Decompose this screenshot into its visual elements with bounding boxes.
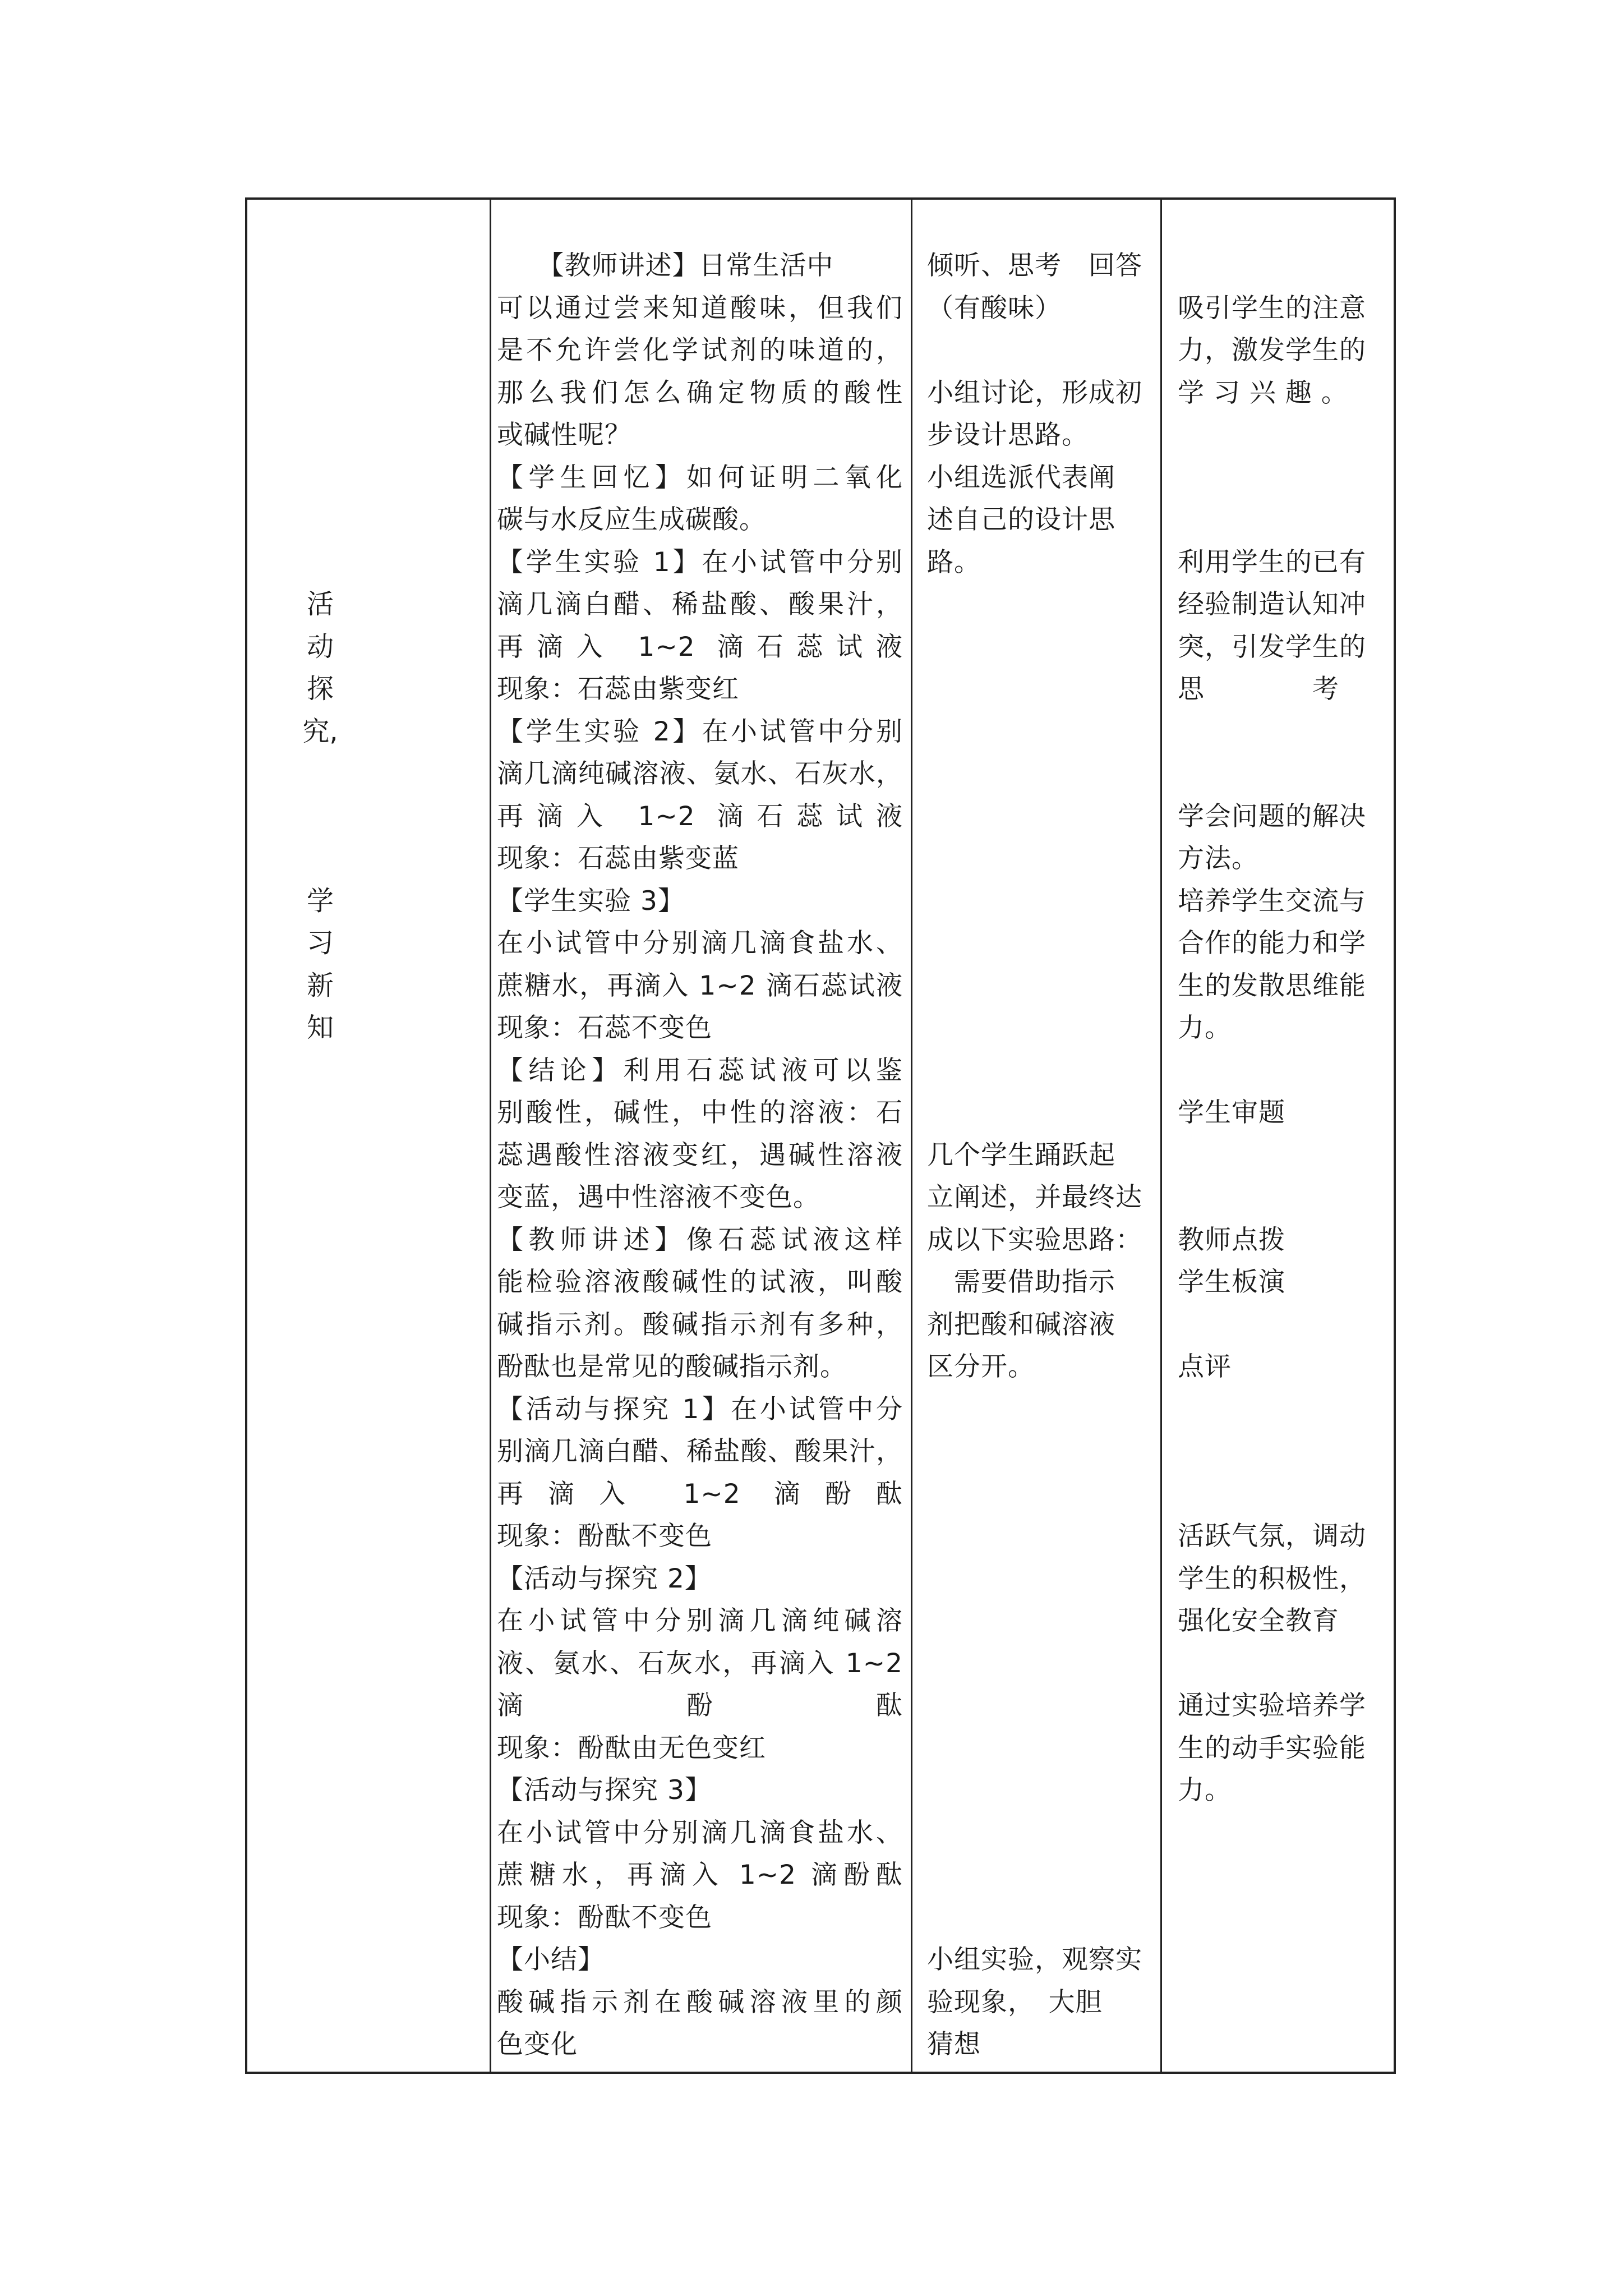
student-response-line: 路。 xyxy=(927,546,981,578)
student-response-line: 倾听、思考 回答 xyxy=(927,250,1142,281)
design-intent-line: 生的动手实验能 xyxy=(1178,1732,1366,1764)
design-intent-line: 教师点拨 xyxy=(1178,1224,1285,1255)
student-response-line: 述自己的设计思 xyxy=(927,504,1115,535)
activity-line: 现象：石蕊由紫变红 xyxy=(497,674,739,705)
activity-line: 【活动与探究 3】 xyxy=(497,1775,712,1806)
design-intent-line: 合作的能力和学 xyxy=(1178,928,1366,959)
student-response-line: 猜想 xyxy=(927,2029,981,2060)
student-response-cell xyxy=(912,200,1160,2072)
activity-line: 在小试管中分别滴几滴纯碱溶 xyxy=(497,1605,903,1636)
design-intent-line: 力。 xyxy=(1178,1013,1232,1043)
activity-line: 能检验溶液酸碱性的试液，叫酸 xyxy=(497,1267,903,1297)
design-intent-line: 经验制造认知冲 xyxy=(1178,589,1366,620)
activity-line: 碳与水反应生成碳酸。 xyxy=(497,504,766,535)
student-response-line: 剂把酸和碱溶液 xyxy=(927,1309,1115,1340)
design-intent-line: 学生板演 xyxy=(1178,1267,1285,1297)
design-intent-line: 方法。 xyxy=(1178,843,1258,874)
activity-line: 蕊遇酸性溶液变红，遇碱性溶液 xyxy=(497,1139,903,1171)
design-intent-line: 学会问题的解决 xyxy=(1178,800,1366,832)
student-response-line: 成以下实验思路： xyxy=(927,1224,1142,1255)
design-intent-line: 吸引学生的注意 xyxy=(1178,292,1366,324)
activity-line: 【结论】利用石蕊试液可以鉴 xyxy=(497,1055,903,1086)
activity-line: 在小试管中分别滴几滴食盐水、 xyxy=(497,1817,903,1848)
student-response-line: 步设计思路。 xyxy=(927,420,1089,450)
activity-line: 【学生实验 3】 xyxy=(497,885,685,917)
stage-label-char: 新 xyxy=(306,969,334,1001)
activity-line: 再滴入 1~2 滴石蕊试液 xyxy=(497,800,903,832)
design-intent-line: 学 习 兴 趣 。 xyxy=(1178,377,1348,408)
activity-line: 现象：酚酞由无色变红 xyxy=(497,1732,766,1764)
student-response-line: 需要借助指示 xyxy=(927,1267,1115,1297)
activity-line: 那么我们怎么确定物质的酸性 xyxy=(497,377,903,408)
activity-line: 滴酚酞 xyxy=(497,1690,903,1721)
design-intent-line: 通过实验培养学 xyxy=(1178,1690,1366,1721)
activity-line: 蔗糖水，再滴入 1~2 滴石蕊试液 xyxy=(497,970,903,1001)
activity-line: 可以通过尝来知道酸味，但我们 xyxy=(497,292,903,324)
design-intent-line: 思 考 xyxy=(1178,674,1339,705)
activity-line: 别酸性，碱性，中性的溶液：石 xyxy=(497,1097,903,1128)
student-response-line: 几个学生踊跃起 xyxy=(927,1139,1115,1171)
activity-line: 滴几滴纯碱溶液、氨水、石灰水， xyxy=(497,758,903,789)
student-response-line: （有酸味） xyxy=(927,292,1062,324)
activity-line: 【学生实验 1】在小试管中分别 xyxy=(497,546,903,578)
activity-line: 现象：石蕊不变色 xyxy=(497,1013,712,1043)
design-intent-line: 利用学生的已有 xyxy=(1178,546,1366,578)
stage-label-char: 究, xyxy=(302,715,338,747)
activity-line: 【学生实验 2】在小试管中分别 xyxy=(497,716,903,747)
design-intent-line: 力。 xyxy=(1178,1775,1232,1806)
activity-line: 碱指示剂。酸碱指示剂有多种， xyxy=(497,1309,903,1340)
stage-label-char: 学 xyxy=(306,885,334,917)
design-intent-line: 力，激发学生的 xyxy=(1178,335,1366,366)
activity-line: 滴几滴白醋、稀盐酸、酸果汁， xyxy=(497,589,903,620)
activity-line: 液、氨水、石灰水，再滴入 1~2 xyxy=(497,1648,903,1679)
activity-line: 是不允许尝化学试剂的味道的， xyxy=(497,335,903,366)
student-response-line: 区分开。 xyxy=(927,1351,1035,1382)
lesson-plan-table xyxy=(245,197,1396,2074)
activity-line: 【活动与探究 1】在小试管中分 xyxy=(497,1393,903,1425)
design-intent-line: 生的发散思维能 xyxy=(1178,970,1366,1001)
activity-line: 现象：酚酞不变色 xyxy=(497,1902,712,1933)
design-intent-cell xyxy=(1162,200,1396,2072)
activity-line: 变蓝，遇中性溶液不变色。 xyxy=(497,1182,820,1213)
design-intent-line: 点评 xyxy=(1178,1351,1232,1382)
activity-line: 或碱性呢？ xyxy=(497,420,631,450)
activity-line: 【小结】 xyxy=(497,1944,605,1975)
student-response-line: 小组讨论，形成初 xyxy=(927,377,1142,408)
design-intent-line: 活跃气氛，调动 xyxy=(1178,1521,1366,1552)
stage-label-char: 动 xyxy=(306,631,334,662)
design-intent-line: 学生的积极性， xyxy=(1178,1563,1366,1594)
activity-line: 【教师讲述】日常生活中 xyxy=(497,250,834,281)
activities-cell xyxy=(491,200,911,2072)
stage-label-char: 知 xyxy=(306,1012,334,1043)
activity-line: 在小试管中分别滴几滴食盐水、 xyxy=(497,928,903,959)
activity-line: 【活动与探究 2】 xyxy=(497,1563,712,1594)
activity-line: 别滴几滴白醋、稀盐酸、酸果汁， xyxy=(497,1436,903,1467)
activity-line: 蔗糖水，再滴入 1~2 滴酚酞 xyxy=(497,1860,903,1890)
design-intent-line: 强化安全教育 xyxy=(1178,1605,1339,1636)
student-response-line: 验现象， 大胆 xyxy=(927,1986,1103,2018)
student-response-line: 小组选派代表阐 xyxy=(927,462,1115,493)
stage-label-char: 习 xyxy=(306,927,334,959)
activity-line: 现象：石蕊由紫变蓝 xyxy=(497,843,739,874)
activity-line: 【教师讲述】像石蕊试液这样 xyxy=(497,1224,903,1255)
activity-line: 现象：酚酞不变色 xyxy=(497,1521,712,1552)
stage-label-char: 活 xyxy=(306,588,334,620)
stage-label-char: 探 xyxy=(306,673,334,705)
activity-line: 酸碱指示剂在酸碱溶液里的颜 xyxy=(497,1986,903,2018)
activity-line: 酚酞也是常见的酸碱指示剂。 xyxy=(497,1351,847,1382)
activity-line: 再滴入 1~2 滴酚酞 xyxy=(497,1478,903,1510)
design-intent-line: 突，引发学生的 xyxy=(1178,631,1366,662)
activity-line: 色变化 xyxy=(497,2029,578,2060)
activity-line: 【学生回忆】如何证明二氧化 xyxy=(497,462,903,493)
activity-line: 再滴入 1~2 滴石蕊试液 xyxy=(497,631,903,662)
design-intent-line: 学生审题 xyxy=(1178,1097,1285,1128)
student-response-line: 立阐述，并最终达 xyxy=(927,1182,1142,1213)
design-intent-line: 培养学生交流与 xyxy=(1178,885,1366,917)
stage-label-cell xyxy=(247,200,490,2072)
student-response-line: 小组实验，观察实 xyxy=(927,1944,1142,1975)
